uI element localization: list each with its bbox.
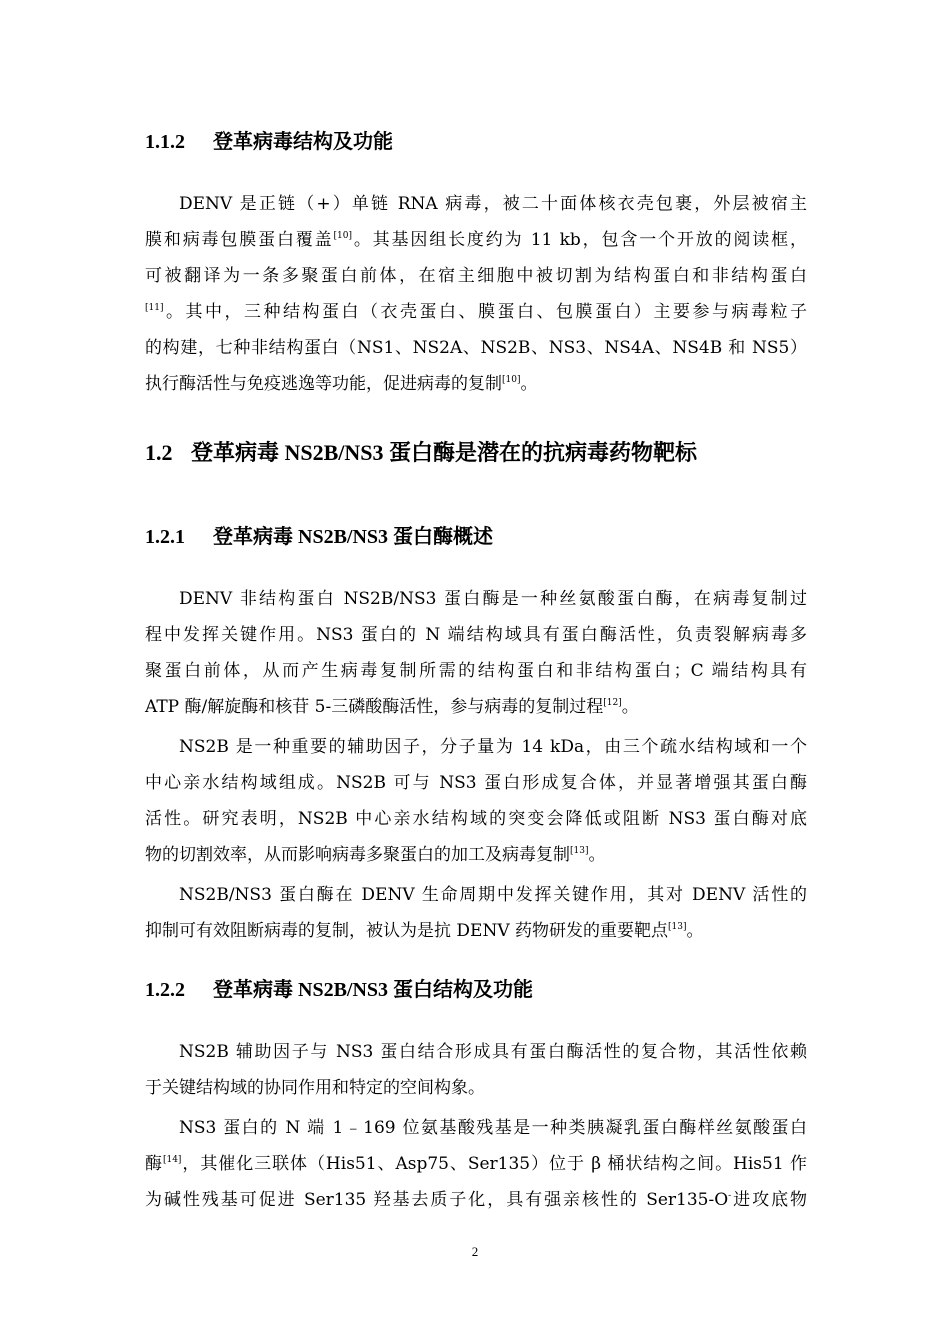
citation: [10] [502, 375, 521, 385]
text-line: NS3 蛋白的 N 端 1﹣169 位氨基酸残基是一种类胰凝乳蛋白酶样丝氨酸蛋白 [179, 1118, 807, 1138]
text-line [145, 222, 807, 258]
section-heading-1-2 [145, 440, 697, 466]
text-run: 执行酶活性与免疫逃逸等功能，促进病毒的复制 [145, 374, 502, 394]
text-line: NS2B 辅助因子与 NS3 蛋白结合形成具有蛋白酶活性的复合物，其活性依赖 [179, 1042, 807, 1062]
text-line [145, 689, 807, 725]
text-line [145, 913, 807, 949]
section-number: 1.2 [145, 440, 173, 465]
section-number: 1.2.1 [145, 526, 185, 548]
citation: [14] [162, 1155, 182, 1165]
text-line [145, 1182, 807, 1218]
text-line: 可被翻译为一条多聚蛋白前体，在宿主细胞中被切割为结构蛋白和非结构蛋白 [145, 266, 807, 286]
text-line: NS2B/NS3 蛋白酶在 DENV 生命周期中发挥关键作用，其对 DENV 活性的 [179, 885, 807, 905]
paragraph-protease-overview [145, 581, 807, 725]
text-run: 。其基因组长度约为 11 kb，包含一个开放的阅读框， [351, 230, 807, 250]
text-run: 。 [686, 921, 704, 941]
text-line: 程中发挥关键作用。NS3 蛋白的 N 端结构域具有蛋白酶活性，负责裂解病毒多 [145, 625, 807, 645]
text-run: 。 [588, 845, 606, 865]
citation: [12] [603, 698, 622, 708]
section-number: 1.2.2 [145, 979, 185, 1001]
text-line [145, 366, 807, 402]
text-line: DENV 是正链（+）单链 RNA 病毒，被二十面体核衣壳包裹，外层被宿主 [179, 194, 807, 214]
citation: [11] [145, 303, 164, 313]
text-line [145, 837, 807, 873]
page-number: 2 [471, 1244, 479, 1259]
section-title: 登革病毒 NS2B/NS3 蛋白酶是潜在的抗病毒药物靶标 [191, 440, 698, 465]
text-line: NS2B 是一种重要的辅助因子，分子量为 14 kDa，由三个疏水结构域和一个 [179, 737, 807, 757]
section-heading-1-2-1 [145, 525, 493, 549]
paragraph-complex-formation [145, 1034, 807, 1106]
text-run: 抑制可有效阻断病毒的复制，被认为是抗 DENV 药物研发的重要靶点 [145, 921, 668, 941]
text-run: ，其催化三联体（His51、Asp75、Ser135）位于 β 桶状结构之间。His51 作 [181, 1154, 808, 1174]
paragraph-catalytic-triad [145, 1110, 807, 1218]
superscript-charge: - [728, 1191, 732, 1201]
citation: [13] [668, 922, 687, 932]
text-run: 酶 [145, 1154, 163, 1174]
text-line: 活性。研究表明，NS2B 中心亲水结构域的突变会降低或阻断 NS3 蛋白酶对底 [145, 809, 807, 829]
section-number: 1.1.2 [145, 131, 185, 153]
text-run: 为碱性残基可促进 Ser135 羟基去质子化，具有强亲核性的 Ser135-O [145, 1190, 729, 1210]
citation: [13] [570, 846, 589, 856]
text-run: 。 [520, 374, 538, 394]
text-run: 进攻底物 [731, 1190, 808, 1210]
text-run: 膜和病毒包膜蛋白覆盖 [145, 230, 334, 250]
text-run: 。其中，三种结构蛋白（衣壳蛋白、膜蛋白、包膜蛋白）主要参与病毒粒子 [163, 302, 807, 322]
section-heading-1-2-2 [145, 978, 533, 1002]
text-line: 聚蛋白前体，从而产生病毒复制所需的结构蛋白和非结构蛋白；C 端结构具有 [145, 661, 807, 681]
text-line: 于关键结构域的协同作用和特定的空间构象。 [145, 1078, 485, 1098]
section-title: 登革病毒结构及功能 [213, 131, 393, 153]
text-run: 物的切割效率，从而影响病毒多聚蛋白的加工及病毒复制 [145, 845, 570, 865]
citation: [10] [333, 231, 352, 241]
text-line [145, 1146, 807, 1182]
paragraph-drug-target [145, 877, 807, 949]
section-title: 登革病毒 NS2B/NS3 蛋白结构及功能 [213, 979, 534, 1001]
section-title: 登革病毒 NS2B/NS3 蛋白酶概述 [213, 526, 494, 548]
paragraph-denv-structure [145, 186, 807, 402]
text-line: DENV 非结构蛋白 NS2B/NS3 蛋白酶是一种丝氨酸蛋白酶，在病毒复制过 [179, 589, 807, 609]
text-line [145, 294, 807, 330]
text-line: 中心亲水结构域组成。NS2B 可与 NS3 蛋白形成复合体，并显著增强其蛋白酶 [145, 773, 807, 793]
text-run: ATP 酶/解旋酶和核苷 5-三磷酸酶活性，参与病毒的复制过程 [145, 697, 604, 717]
section-heading-1-1-2 [145, 130, 393, 154]
text-line: 的构建，七种非结构蛋白（NS1、NS2A、NS2B、NS3、NS4A、NS4B 和 NS5） [145, 338, 807, 358]
paragraph-ns2b-cofactor [145, 729, 807, 873]
text-run: 。 [621, 697, 639, 717]
